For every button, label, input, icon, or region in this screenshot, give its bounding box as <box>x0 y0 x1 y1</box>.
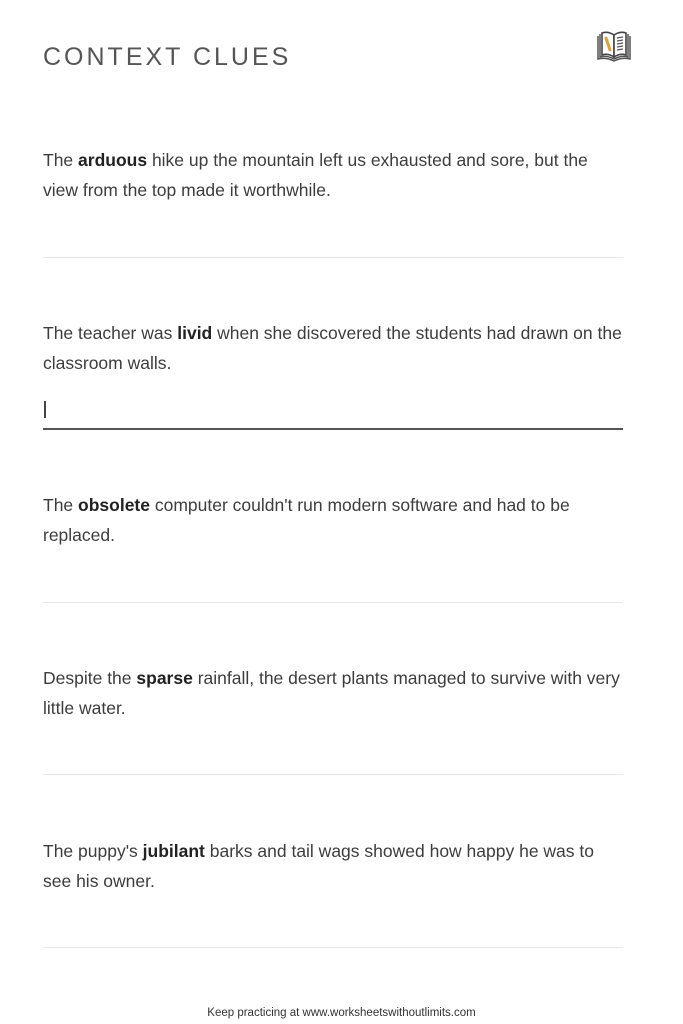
question-text: The puppy's jubilant barks and tail wags showed how happy he was to see his owner. <box>43 841 594 891</box>
footer-link-text: Keep practicing at www.worksheetswithoutlimits.com <box>207 1007 476 1019</box>
vocabulary-word: sparse <box>136 668 193 688</box>
open-book-pencil-icon <box>596 30 632 64</box>
question-item <box>43 836 623 896</box>
question-text: The teacher was livid when she discovered the students had drawn on the classroom walls. <box>43 323 622 373</box>
question-item <box>43 663 623 723</box>
question-item <box>43 145 623 205</box>
text-cursor <box>44 401 46 418</box>
question-text: The arduous hike up the mountain left us exhausted and sore, but the view from the top made it worthwhile. <box>43 150 588 200</box>
question-text: Despite the sparse rainfall, the desert plants managed to survive with very little water. <box>43 668 620 718</box>
question-item <box>43 490 623 550</box>
answer-input-active[interactable] <box>43 398 623 430</box>
vocabulary-word: obsolete <box>78 495 150 515</box>
vocabulary-word: jubilant <box>142 841 205 861</box>
answer-input[interactable] <box>43 917 623 948</box>
vocabulary-word: arduous <box>78 150 148 170</box>
answer-input[interactable] <box>43 744 623 775</box>
page-title: CONTEXT CLUES <box>43 43 292 71</box>
question-text: The obsolete computer couldn't run modern software and had to be replaced. <box>43 495 570 545</box>
vocabulary-word: livid <box>177 323 213 343</box>
answer-input[interactable] <box>43 227 623 258</box>
question-item <box>43 318 623 378</box>
answer-input[interactable] <box>43 572 623 603</box>
